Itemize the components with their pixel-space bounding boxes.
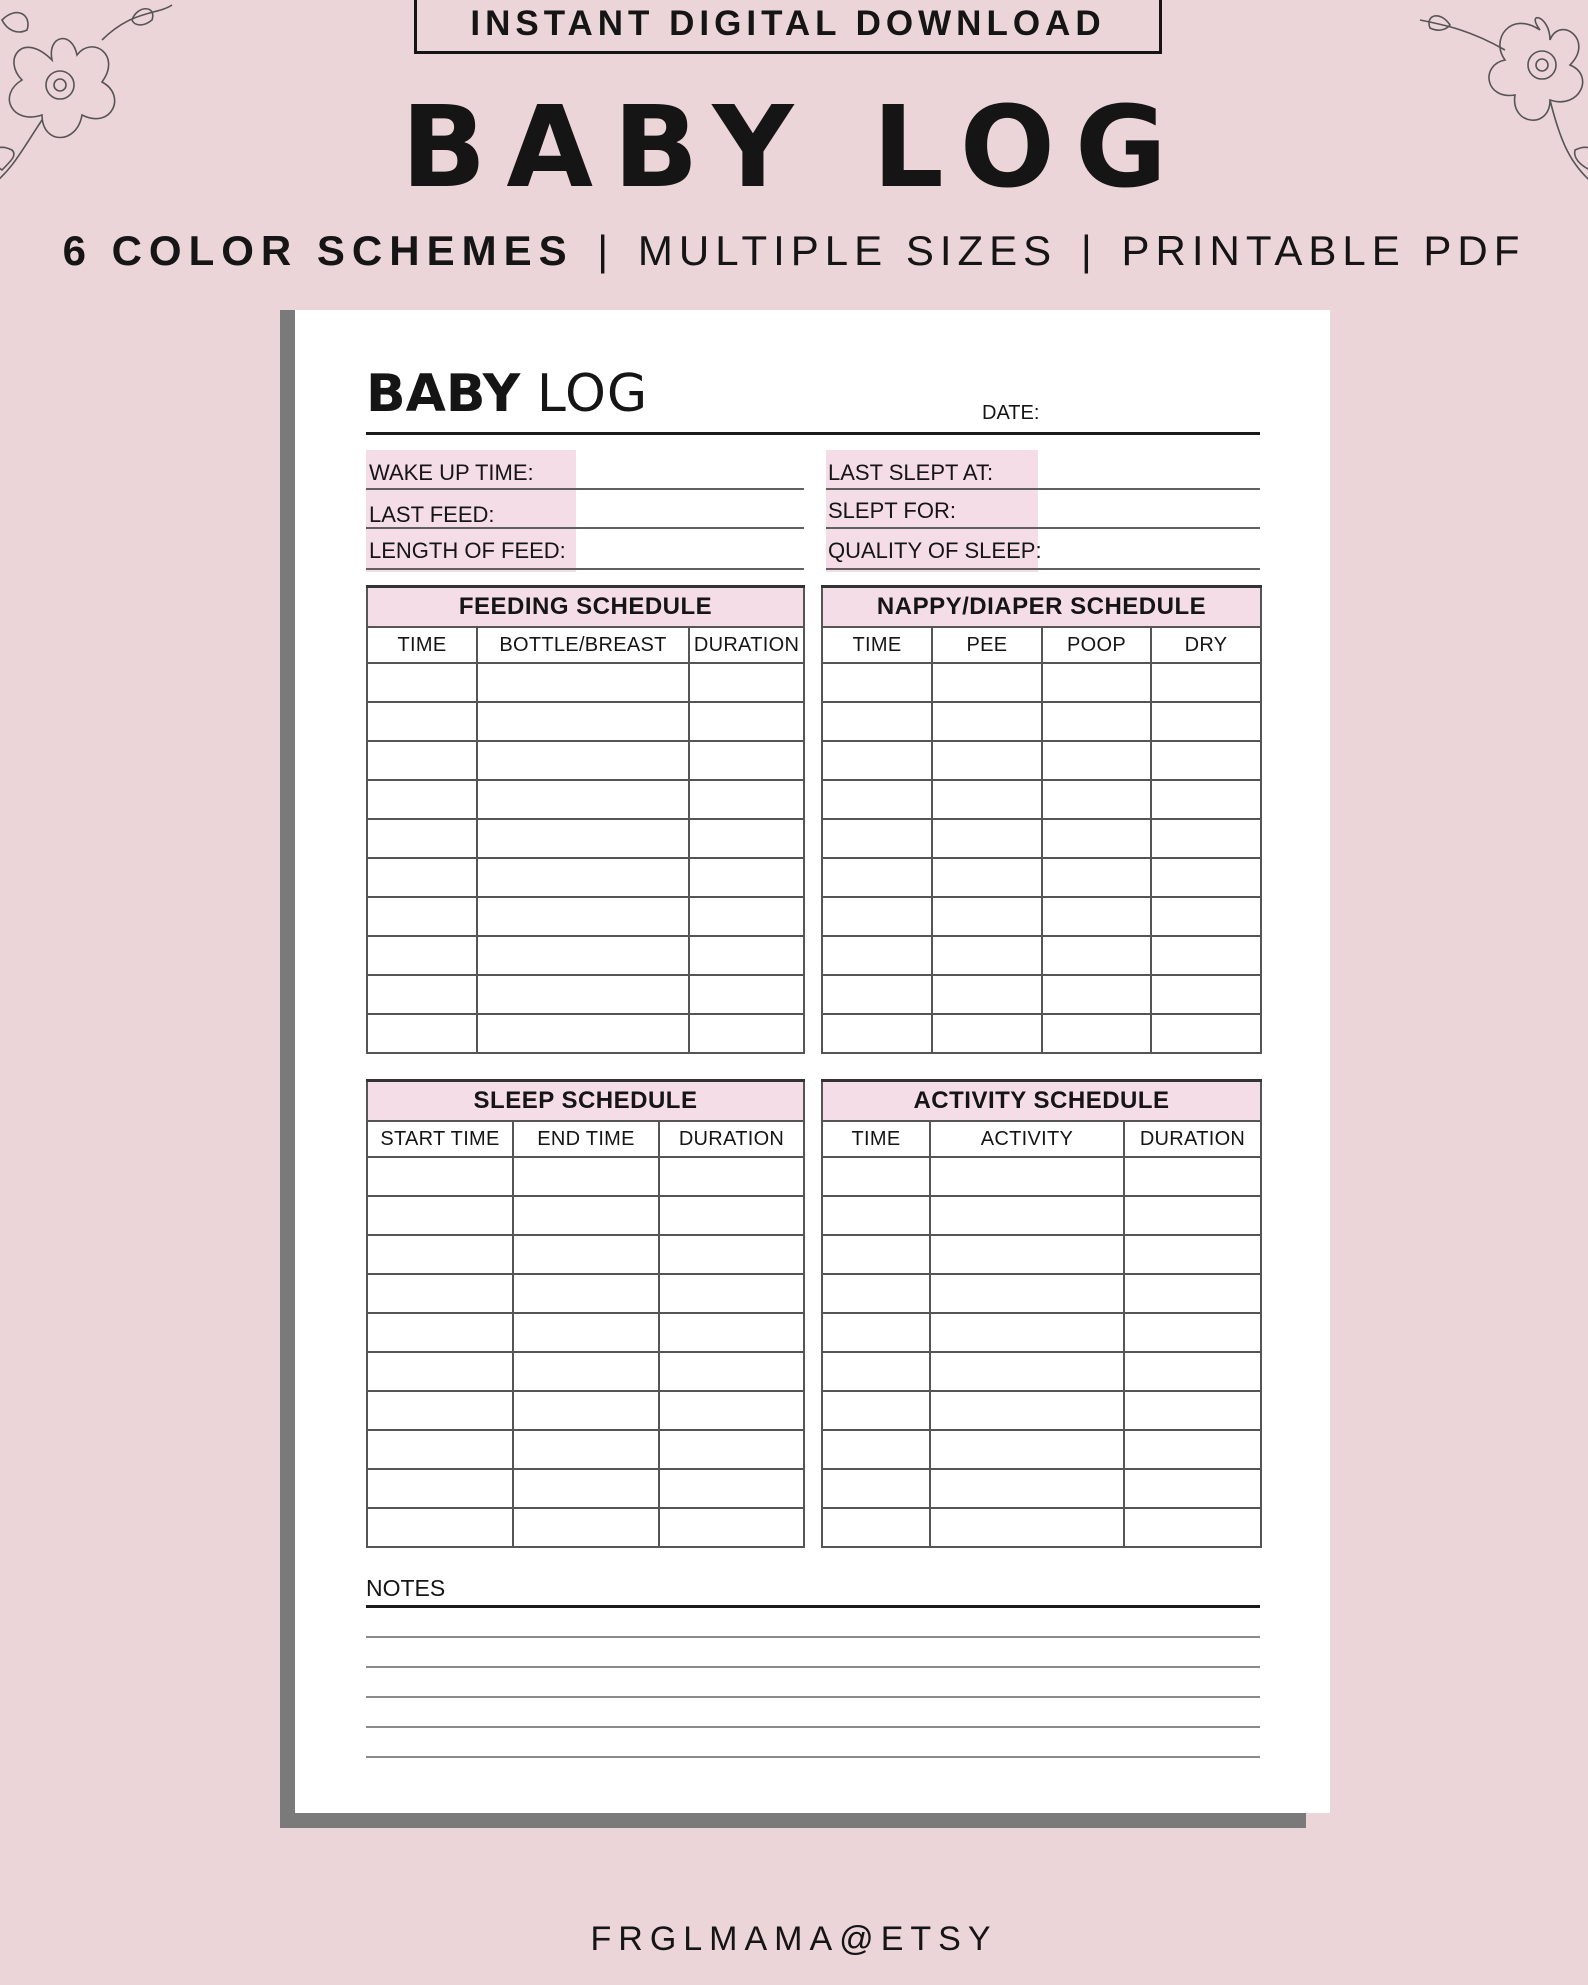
table-row: [822, 1014, 1261, 1053]
wake-up-time-label: WAKE UP TIME:: [369, 460, 534, 485]
blank-cell: [822, 1352, 930, 1391]
table-row: [367, 1313, 804, 1352]
blank-cell: [689, 663, 804, 702]
blank-cell: [659, 1391, 804, 1430]
sleep-rows: [367, 1157, 804, 1547]
blank-cell: [367, 819, 477, 858]
blank-cell: [689, 858, 804, 897]
table-row: [822, 858, 1261, 897]
blank-cell: [822, 741, 932, 780]
blank-cell: [930, 1508, 1124, 1547]
blank-cell: [932, 1014, 1042, 1053]
nappy-schedule-table: [821, 585, 1262, 1054]
blank-cell: [477, 936, 689, 975]
blank-cell: [689, 780, 804, 819]
blank-cell: [513, 1508, 659, 1547]
column-header: DURATION: [1124, 1121, 1261, 1157]
feeding-schedule-title: FEEDING SCHEDULE: [367, 587, 804, 628]
table-row: [822, 1430, 1261, 1469]
blank-cell: [659, 1235, 804, 1274]
blank-cell: [367, 1352, 513, 1391]
blank-cell: [932, 975, 1042, 1014]
blank-cell: [513, 1274, 659, 1313]
badge-text: INSTANT DIGITAL DOWNLOAD: [470, 4, 1106, 43]
column-header: TIME: [367, 627, 477, 663]
blank-cell: [932, 858, 1042, 897]
notes-line: [366, 1696, 1260, 1698]
table-row: [367, 702, 804, 741]
blank-cell: [822, 1430, 930, 1469]
blank-cell: [367, 780, 477, 819]
subtitle-color-schemes: 6 COLOR SCHEMES: [62, 227, 574, 274]
table-row: [367, 936, 804, 975]
table-row: [822, 1313, 1261, 1352]
blank-cell: [932, 819, 1042, 858]
blank-cell: [822, 975, 932, 1014]
table-row: [367, 858, 804, 897]
blank-cell: [930, 1157, 1124, 1196]
blank-cell: [689, 1014, 804, 1053]
blank-cell: [932, 663, 1042, 702]
blank-cell: [1124, 1313, 1261, 1352]
blank-cell: [367, 858, 477, 897]
blank-cell: [1042, 975, 1151, 1014]
table-row: [367, 1014, 804, 1053]
blank-cell: [930, 1235, 1124, 1274]
blank-cell: [932, 741, 1042, 780]
blank-cell: [822, 1157, 930, 1196]
activity-schedule-table: [821, 1079, 1262, 1548]
info-rule: [366, 488, 804, 490]
blank-cell: [822, 702, 932, 741]
table-row: [822, 1469, 1261, 1508]
blank-cell: [477, 975, 689, 1014]
info-rule: [366, 527, 804, 529]
blank-cell: [367, 1274, 513, 1313]
instant-download-badge: [414, 0, 1162, 54]
blank-cell: [822, 1196, 930, 1235]
table-row: [367, 663, 804, 702]
subtitle: [0, 227, 1588, 275]
info-rule: [826, 488, 1260, 490]
blank-cell: [689, 936, 804, 975]
blank-cell: [932, 936, 1042, 975]
blank-cell: [1151, 975, 1261, 1014]
table-row: [822, 1235, 1261, 1274]
blank-cell: [1151, 858, 1261, 897]
sheet-title-bold: BABY: [366, 364, 521, 424]
nappy-schedule-title: NAPPY/DIAPER SCHEDULE: [822, 587, 1261, 628]
blank-cell: [822, 1508, 930, 1547]
sleep-schedule-title: SLEEP SCHEDULE: [367, 1081, 804, 1122]
blank-cell: [659, 1196, 804, 1235]
table-row: [367, 1430, 804, 1469]
table-row: [822, 1274, 1261, 1313]
blank-cell: [1124, 1157, 1261, 1196]
blank-cell: [1124, 1274, 1261, 1313]
table-row: [822, 819, 1261, 858]
blank-cell: [930, 1313, 1124, 1352]
blank-cell: [1042, 819, 1151, 858]
blank-cell: [930, 1352, 1124, 1391]
blank-cell: [932, 702, 1042, 741]
shop-credit: FRGLMAMA@ETSY: [590, 1920, 998, 1958]
blank-cell: [513, 1313, 659, 1352]
blank-cell: [477, 741, 689, 780]
column-header: DURATION: [689, 627, 804, 663]
blank-cell: [1124, 1391, 1261, 1430]
column-header: START TIME: [367, 1121, 513, 1157]
table-row: [367, 1352, 804, 1391]
table-row: [367, 741, 804, 780]
blank-cell: [822, 663, 932, 702]
table-row: [822, 897, 1261, 936]
blank-cell: [689, 975, 804, 1014]
blank-cell: [1151, 780, 1261, 819]
blank-cell: [367, 663, 477, 702]
blank-cell: [689, 741, 804, 780]
blank-cell: [930, 1391, 1124, 1430]
blank-cell: [367, 1430, 513, 1469]
table-row: [367, 1469, 804, 1508]
blank-cell: [1042, 702, 1151, 741]
blank-cell: [689, 897, 804, 936]
blank-cell: [659, 1352, 804, 1391]
blank-cell: [1124, 1235, 1261, 1274]
blank-cell: [1124, 1508, 1261, 1547]
blank-cell: [367, 897, 477, 936]
notes-label: NOTES: [366, 1575, 446, 1601]
info-rule: [826, 568, 1260, 570]
blank-cell: [477, 780, 689, 819]
slept-for-label: SLEPT FOR:: [828, 498, 956, 523]
blank-cell: [822, 819, 932, 858]
blank-cell: [1124, 1352, 1261, 1391]
blank-cell: [930, 1196, 1124, 1235]
feeding-schedule-table: [366, 585, 805, 1054]
table-row: [822, 663, 1261, 702]
table-row: [822, 741, 1261, 780]
blank-cell: [930, 1430, 1124, 1469]
column-header: ACTIVITY: [930, 1121, 1124, 1157]
blank-cell: [1151, 1014, 1261, 1053]
blank-cell: [1042, 663, 1151, 702]
blank-cell: [659, 1469, 804, 1508]
info-rule: [366, 568, 804, 570]
table-row: [367, 1391, 804, 1430]
column-header: END TIME: [513, 1121, 659, 1157]
blank-cell: [477, 663, 689, 702]
blank-cell: [689, 819, 804, 858]
blank-cell: [1151, 897, 1261, 936]
blank-cell: [1124, 1469, 1261, 1508]
blank-cell: [513, 1235, 659, 1274]
table-row: [822, 1196, 1261, 1235]
title-divider: [366, 432, 1260, 435]
blank-cell: [1124, 1196, 1261, 1235]
table-row: [367, 1196, 804, 1235]
subtitle-separator: |: [1080, 227, 1098, 274]
feeding-rows: [367, 663, 804, 1053]
blank-cell: [477, 819, 689, 858]
blank-cell: [477, 1014, 689, 1053]
blank-cell: [1042, 897, 1151, 936]
blank-cell: [932, 897, 1042, 936]
nappy-rows: [822, 663, 1261, 1053]
table-row: [822, 936, 1261, 975]
activity-schedule-title: ACTIVITY SCHEDULE: [822, 1081, 1261, 1122]
column-header: TIME: [822, 1121, 930, 1157]
column-header: PEE: [932, 627, 1042, 663]
blank-cell: [1151, 741, 1261, 780]
column-header: BOTTLE/BREAST: [477, 627, 689, 663]
blank-cell: [513, 1157, 659, 1196]
last-slept-at-label: LAST SLEPT AT:: [828, 460, 994, 485]
table-row: [822, 1391, 1261, 1430]
sheet-title-light: LOG: [536, 364, 649, 424]
blank-cell: [477, 897, 689, 936]
blank-cell: [1124, 1430, 1261, 1469]
blank-cell: [367, 1313, 513, 1352]
main-title: BABY LOG: [401, 83, 1187, 213]
blank-cell: [367, 1469, 513, 1508]
blank-cell: [659, 1313, 804, 1352]
blank-cell: [367, 975, 477, 1014]
blank-cell: [822, 1235, 930, 1274]
subtitle-sizes: MULTIPLE SIZES: [637, 227, 1058, 274]
notes-line: [366, 1756, 1260, 1758]
blank-cell: [367, 1235, 513, 1274]
blank-cell: [1151, 663, 1261, 702]
notes-divider: [366, 1605, 1260, 1608]
blank-cell: [513, 1469, 659, 1508]
blank-cell: [1042, 1014, 1151, 1053]
blank-cell: [822, 858, 932, 897]
activity-rows: [822, 1157, 1261, 1547]
blank-cell: [513, 1196, 659, 1235]
blank-cell: [367, 1014, 477, 1053]
table-row: [367, 780, 804, 819]
blank-cell: [1042, 780, 1151, 819]
blank-cell: [1151, 702, 1261, 741]
blank-cell: [822, 897, 932, 936]
last-feed-label: LAST FEED:: [369, 502, 495, 527]
table-row: [367, 1235, 804, 1274]
blank-cell: [822, 1469, 930, 1508]
blank-cell: [513, 1352, 659, 1391]
blank-cell: [367, 741, 477, 780]
blank-cell: [513, 1430, 659, 1469]
date-label: DATE:: [982, 402, 1040, 424]
table-row: [367, 819, 804, 858]
column-header: TIME: [822, 627, 932, 663]
blank-cell: [659, 1274, 804, 1313]
blank-cell: [1042, 936, 1151, 975]
blank-cell: [932, 780, 1042, 819]
subtitle-printable: PRINTABLE PDF: [1121, 227, 1526, 274]
blank-cell: [822, 936, 932, 975]
blank-cell: [1042, 858, 1151, 897]
table-row: [822, 1352, 1261, 1391]
table-row: [367, 975, 804, 1014]
blank-cell: [822, 1391, 930, 1430]
table-row: [367, 1157, 804, 1196]
blank-cell: [659, 1430, 804, 1469]
column-header: DRY: [1151, 627, 1261, 663]
table-row: [367, 897, 804, 936]
column-header: POOP: [1042, 627, 1151, 663]
table-row: [822, 1157, 1261, 1196]
table-row: [822, 780, 1261, 819]
table-row: [822, 702, 1261, 741]
blank-cell: [930, 1469, 1124, 1508]
column-header: DURATION: [659, 1121, 804, 1157]
blank-cell: [367, 702, 477, 741]
quality-of-sleep-label: QUALITY OF SLEEP:: [828, 538, 1042, 563]
table-row: [822, 975, 1261, 1014]
blank-cell: [367, 1157, 513, 1196]
blank-cell: [689, 702, 804, 741]
sleep-schedule-table: [366, 1079, 805, 1548]
blank-cell: [822, 1014, 932, 1053]
table-row: [367, 1274, 804, 1313]
notes-line: [366, 1636, 1260, 1638]
blank-cell: [659, 1508, 804, 1547]
sheet-title: [366, 364, 649, 424]
blank-cell: [1151, 936, 1261, 975]
blank-cell: [367, 1391, 513, 1430]
blank-cell: [477, 858, 689, 897]
length-of-feed-label: LENGTH OF FEED:: [369, 538, 566, 563]
blank-cell: [1151, 819, 1261, 858]
table-row: [822, 1508, 1261, 1547]
blank-cell: [367, 1196, 513, 1235]
blank-cell: [930, 1274, 1124, 1313]
blank-cell: [513, 1391, 659, 1430]
blank-cell: [822, 1313, 930, 1352]
blank-cell: [659, 1157, 804, 1196]
notes-line: [366, 1666, 1260, 1668]
blank-cell: [477, 702, 689, 741]
blank-cell: [822, 780, 932, 819]
blank-cell: [822, 1274, 930, 1313]
subtitle-separator: |: [597, 227, 615, 274]
notes-line: [366, 1726, 1260, 1728]
blank-cell: [367, 936, 477, 975]
blank-cell: [367, 1508, 513, 1547]
info-rule: [826, 527, 1260, 529]
table-row: [367, 1508, 804, 1547]
blank-cell: [1042, 741, 1151, 780]
